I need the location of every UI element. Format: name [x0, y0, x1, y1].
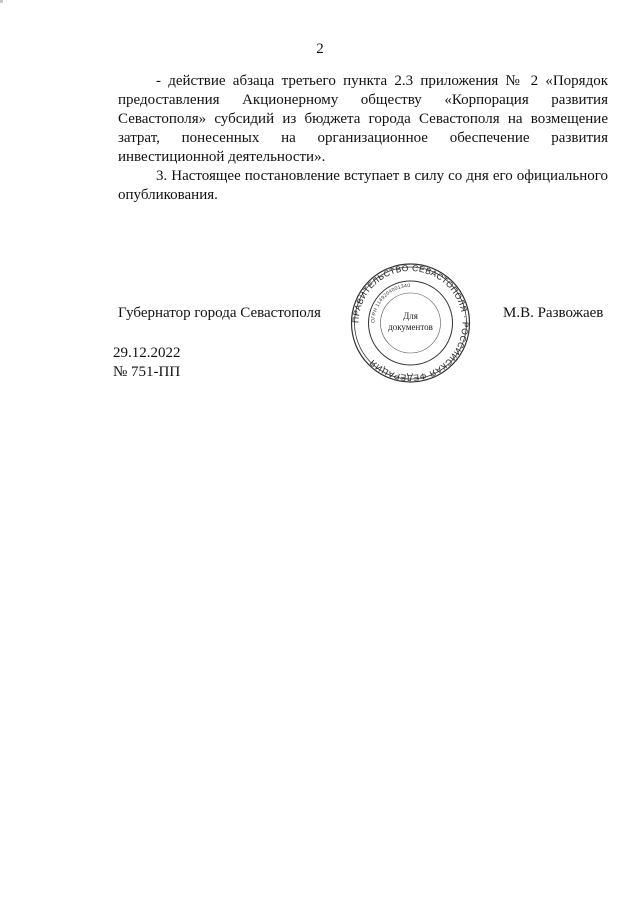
signatory-name: М.В. Развожаев	[503, 305, 604, 321]
seal-outer-text: ПРАВИТЕЛЬСТВО СЕВАСТОПОЛЯ · РОССИЙСКАЯ ФЕДЕРАЦИЯ	[350, 262, 471, 384]
corner-scan-mark	[0, 0, 3, 3]
page-number: 2	[316, 41, 324, 57]
seal-center-line-2: документов	[388, 322, 433, 332]
document-meta	[113, 344, 181, 382]
official-seal	[343, 262, 478, 384]
seal-center-line-1: Для	[403, 311, 418, 321]
seal-inner-text: ОГРН 1149204001340	[370, 282, 411, 324]
paragraph-effective-date: 3. Настоящее постановление вступает в силу со дня его официального опубликования.	[118, 168, 608, 203]
document-date: 29.12.2022	[113, 345, 181, 361]
paragraph-abzats: - действие абзаца третьего пункта 2.3 приложения № 2 «Порядок предоставления Акционерному обществу «Корпорация развития Севастополя» субсидий из бюджета города Севастополя на возмещение затрат, понесенных на организационное обеспечение развития инвестиционной деятельности».	[118, 73, 608, 165]
seal-icon	[343, 262, 478, 384]
signatory-title: Губернатор города Севастополя	[118, 305, 321, 321]
document-number: № 751-ПП	[113, 364, 181, 380]
body-text	[118, 72, 608, 205]
